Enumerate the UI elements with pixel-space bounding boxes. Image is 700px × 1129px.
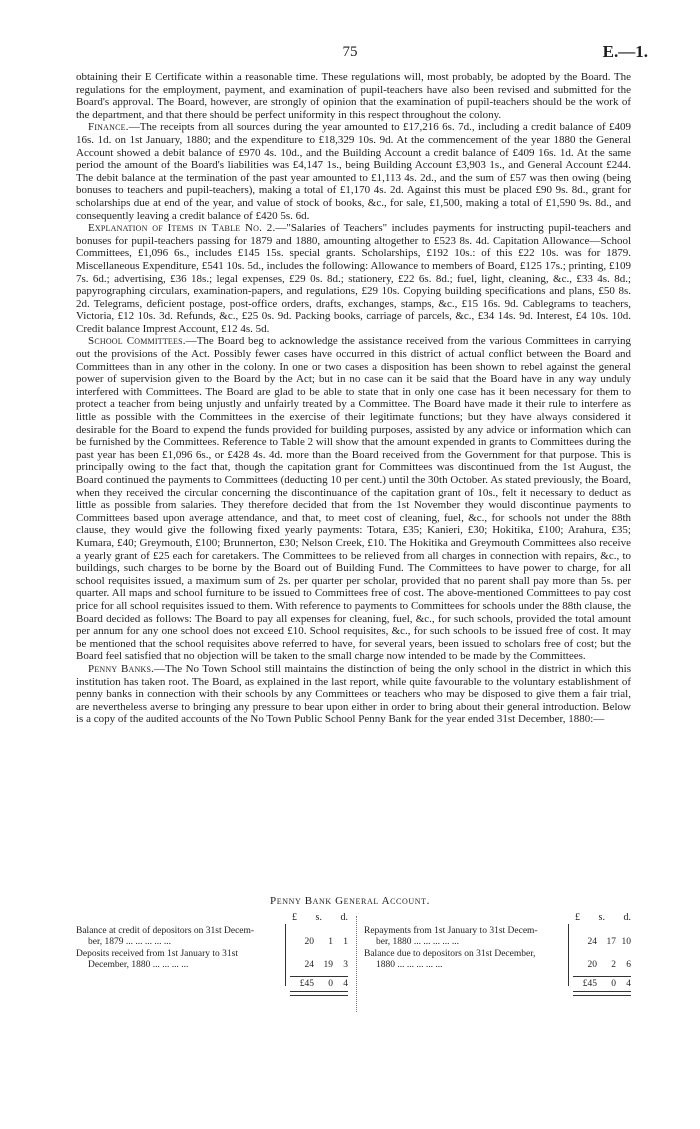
account-total: £45 0 4 bbox=[582, 979, 631, 989]
report-body bbox=[76, 71, 631, 726]
currency-units: £ s. d. bbox=[292, 912, 348, 923]
paragraph-school-committees bbox=[76, 335, 631, 662]
paragraph-text: obtaining their E Certificate within a reasonable time. These regulations will, most probably, be adopted by the Board. The regulations for the employment, payment, and examination of pupil-teachers have also been revised and submitted for the Board's approval. The Board, however, are strongly of opinion that the examination of pupil-teachers should be the work of the department, and that there should be perfect uniformity in this respect throughout the colony. bbox=[76, 71, 631, 121]
account-total: £45 0 4 bbox=[299, 979, 348, 989]
paragraph-text: —The Board beg to acknowledge the assistance received from the various Committees in carrying out the provisions of the Act. Possibly fewer cases have occurred in this district of actual conflict between the Board and Committees than in any other in the colony. In one or two cases a disposition has been shown to rebel against the general power of supervision given to the Board by the Act; but in no case can it be said that the Board have in any way unduly interfered with Committees. The Board are glad to be able to state that in only one case has it been necessary for them to protect a teacher from being unjustly and unfairly treated by a Committee. The Board have made it their rule to interfere as little as possible with the Committees in the exercise of their legitimate functions; but they have always considered it desirable for the Board to expend the funds provided for building purposes, assisted by any advice or information which can be furnished by the Committees. Reference to Table 2 will show that the amount expended in grants to Committees during the past year has been £1,096 6s., or £428 4s. 4d. more than the Board received from the Government for that purpose. This is principally owing to the fact that, though the capitation grant for Committees was discontinued from the 1st August, the Board continued the payments to Committees (deducting 10 per cent.) until the 30th October. As stated previously, the Board, when they received the circular concerning the discontinuance of the capitation grant of 10s., felt it necessary to deduct as little as possible from salaries. They therefore decided that from the 1st November they would discontinue payments to Committees based upon average attendance, and that, to meet cost of cleaning, fuel, &c., for schools not under the 88th clause, they would give the following fixed yearly payments: Totara, £35; Kanieri, £30; Hokitika, £100; Arahura, £35; Kumara, £40; Greymouth, £100; Brunnerton, £30; Nelson Creek, £10. The Hokitika and Greymouth Committees also receive a yearly grant of £25 each for caretakers. The Committees to be relieved from all charges in connection with repairs, &c., to buildings, such charges to be borne by the Board out of Building Fund. The Committees to have power to charge, for all school requisites issued, a maximum sum of 2s. per quarter per scholar, provided that no parent shall pay more than 5s. per quarter. All maps and school furniture to be issued to Committees free of cost. The above-mentioned Committees to pay cost price for all school requisites issued to them. With reference to payments to Committees for schools under the 88th clause, the Board decided as follows: The Board to pay all expenses for cleaning, fuel, &c., for such schools, provided the total amount per annum for any one school does not exceed £10. School requisites, &c., for such schools to be issued free of cost. It may be mentioned that the school requisites above referred to have, for several years, been issued to scholars free of cost; but the Board feel satisfied that no objection will be taken to the small charge now intended to be made by the Committees. bbox=[76, 335, 631, 663]
paragraph-finance bbox=[76, 121, 631, 222]
penny-bank-account bbox=[76, 912, 631, 1022]
account-entry: Repayments from 1st January to 31st Decem- ber, 1880 ... ... ... ... ... bbox=[364, 926, 538, 947]
paragraph-text: —The No Town School still maintains the distinction of being the only school in the district in which this institution has taken root. The Board, as explained in the last report, while quite favourable to the voluntary establishment of penny banks in connection with their schools by any Committees or teachers who may be disposed to give them a fair trial, are nevertheless averse to bringing any pressure to bear upon either in order to bring about their general introduction. Below is a copy of the audited accounts of the No Town Public School Penny Bank for the year ended 31st December, 1880:— bbox=[76, 662, 631, 726]
column-divider bbox=[356, 916, 357, 1012]
entry-amount: 24 17 10 bbox=[587, 937, 631, 947]
paragraph-heading: School Committees. bbox=[88, 335, 186, 348]
document-reference: E.—1. bbox=[602, 42, 648, 61]
entry-amount: 20 2 6 bbox=[587, 960, 631, 970]
account-entry: Balance at credit of depositors on 31st Decem- ber, 1879 ... ... ... ... ... bbox=[76, 926, 255, 947]
paragraph-penny-banks bbox=[76, 663, 631, 726]
entry-amount: 20 1 1 bbox=[304, 937, 348, 947]
paragraph-heading: Penny Banks. bbox=[88, 662, 155, 675]
subtotal-rule bbox=[290, 976, 348, 977]
account-entry: Deposits received from 1st January to 31st December, 1880 ... ... ... ... bbox=[76, 949, 238, 970]
account-entry: Balance due to depositors on 31st December, 1880 ... ... ... ... ... bbox=[364, 949, 536, 970]
paragraph-text: —The receipts from all sources during the year amounted to £17,216 6s. 7d., including a credit balance of £409 16s. 1d. on 1st January, 1880; and the expenditure to £18,329 10s. 9d. At the commencement of the year 1880 the General Account showed a debit balance of £970 4s. 10d., and the Building Account a credit balance of £409 16s. 1d. At the same period the amount of the Board's liabilities was £4,147 1s., being Building Account £3,903 1s., and General Account £244. The debit balance at the termination of the past year amounted to £1,113 4s. 2d., and the sum of £57 was then owing (being bonuses to teachers and pupil-teachers), making a total of £1,170 4s. 2d. Against this must be placed £90 9s. 8d., grant for scholarships due at end of the year, and value of stock of books, &c., for sale, £1,500, making a total of £1,590 9s. 8d., and consequently leaving a credit balance of £420 5s. 6d. bbox=[76, 121, 631, 222]
currency-units: £ s. d. bbox=[575, 912, 631, 923]
paragraph-certificates bbox=[76, 71, 631, 121]
paragraph-heading: Explanation of Items in Table No. 2. bbox=[88, 222, 276, 235]
total-double-rule bbox=[573, 991, 631, 996]
amount-rule bbox=[568, 924, 569, 986]
paragraph-heading: Finance. bbox=[88, 121, 129, 134]
paragraph-text: —"Salaries of Teachers" includes payments for instructing pupil-teachers and bonuses for pupil-teachers passing for 1879 and 1880, amounting altogether to £523 8s. 4d. Capitation Allowance—School Committees, £1,096 6s., includes £145 15s. special grants. Scholarships, £192 10s.: of this £22 10s. was for 1879. Miscellaneous Expenditure, £541 10s. 5d., includes the following: Allowance to members of Board, £125 17s.; printing, £109 7s. 6d.; advertising, £36 18s.; legal expenses, £29 0s. 8d.; stationery, £22 6s. 8d.; fuel, light, cleaning, &c., £33 4s. 8d.; papyrographing circulars, examination-papers, and regulations, £29 10s. Copying building specifications and plans, £50 8s. 2d. Telegrams, deficient postage, post-office orders, drafts, exchanges, stamps, &c., £15 16s. 9d. Cablegrams to teachers, Victoria, £12 10s. 3d. Refunds, &c., £25 0s. 9d. Packing books, carriage of parcels, &c., £34 14s. 9d. Interest, £4 10s. 10d. Credit balance Imprest Account, £12 4s. 5d. bbox=[76, 222, 631, 335]
amount-rule bbox=[285, 924, 286, 986]
subtotal-rule bbox=[573, 976, 631, 977]
paragraph-explanation bbox=[76, 222, 631, 335]
entry-amount: 24 19 3 bbox=[304, 960, 348, 970]
page-number: 75 bbox=[342, 44, 358, 60]
account-title: Penny Bank General Account. bbox=[270, 895, 430, 907]
total-double-rule bbox=[290, 991, 348, 996]
